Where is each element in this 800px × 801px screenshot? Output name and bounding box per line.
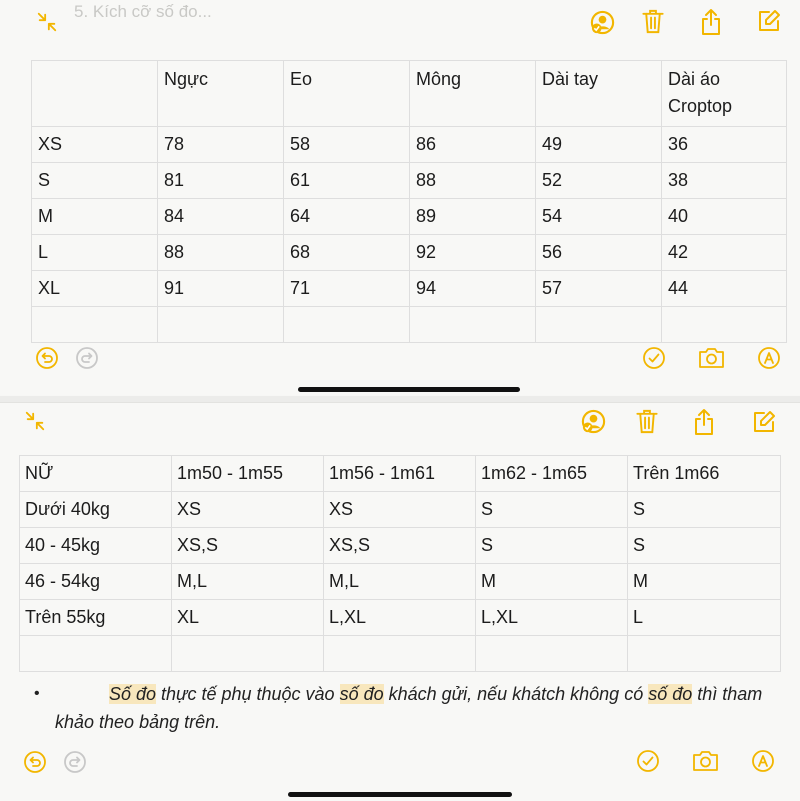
table-header-cell[interactable]: Ngực: [158, 61, 284, 127]
table-cell[interactable]: 58: [284, 127, 410, 163]
bullet-marker: •: [34, 685, 40, 702]
compose-icon[interactable]: [757, 9, 781, 33]
table-row: [20, 636, 781, 672]
table-cell[interactable]: [536, 307, 662, 343]
table-header-row: [20, 456, 781, 492]
table-cell[interactable]: M: [32, 199, 158, 235]
table-cell[interactable]: XL: [172, 600, 324, 636]
table-cell[interactable]: 44: [662, 271, 787, 307]
table-cell[interactable]: Trên 55kg: [20, 600, 172, 636]
table-cell[interactable]: [20, 636, 172, 672]
table-row: [32, 271, 787, 307]
table-cell[interactable]: XS: [172, 492, 324, 528]
table-cell[interactable]: XS,S: [324, 528, 476, 564]
women-size-table: [19, 455, 781, 672]
table-cell[interactable]: 56: [536, 235, 662, 271]
note-title-faded: 5. Kích cỡ số đo...: [74, 2, 212, 21]
table-cell[interactable]: 68: [284, 235, 410, 271]
table-cell[interactable]: 52: [536, 163, 662, 199]
trash-icon[interactable]: [641, 8, 665, 35]
table-row: [32, 163, 787, 199]
table-row: [20, 492, 781, 528]
table-cell[interactable]: XS,S: [172, 528, 324, 564]
table-header-cell[interactable]: Eo: [284, 61, 410, 127]
table-row: [20, 528, 781, 564]
table-cell[interactable]: 92: [410, 235, 536, 271]
table-cell[interactable]: XL: [32, 271, 158, 307]
note-text-segment: khách gửi, nếu khátch không có: [383, 684, 649, 704]
table-cell[interactable]: 40: [662, 199, 787, 235]
redo-icon[interactable]: [76, 347, 98, 369]
table-header-cell[interactable]: 1m50 - 1m55: [172, 456, 324, 492]
home-indicator[interactable]: [298, 387, 520, 392]
table-cell[interactable]: L,XL: [476, 600, 628, 636]
table-cell[interactable]: M: [628, 564, 781, 600]
table-cell[interactable]: 84: [158, 199, 284, 235]
table-cell[interactable]: M,L: [324, 564, 476, 600]
table-header-cell[interactable]: 1m56 - 1m61: [324, 456, 476, 492]
table-header-cell[interactable]: Dài tay: [536, 61, 662, 127]
table-header-cell[interactable]: Trên 1m66: [628, 456, 781, 492]
table-cell[interactable]: [158, 307, 284, 343]
table-row: [32, 235, 787, 271]
note-text-segment: thực tế phụ thuộc vào: [156, 684, 340, 704]
markup-icon[interactable]: [758, 347, 780, 369]
table-cell[interactable]: L: [32, 235, 158, 271]
home-indicator[interactable]: [288, 792, 512, 797]
table-cell[interactable]: 71: [284, 271, 410, 307]
table-cell[interactable]: [284, 307, 410, 343]
table-cell[interactable]: 89: [410, 199, 536, 235]
table-cell[interactable]: 61: [284, 163, 410, 199]
table-header-cell[interactable]: [32, 61, 158, 127]
redo-icon[interactable]: [64, 751, 86, 773]
table-cell[interactable]: 54: [536, 199, 662, 235]
camera-icon[interactable]: [698, 346, 725, 369]
table-row: [32, 307, 787, 343]
table-cell[interactable]: 40 - 45kg: [20, 528, 172, 564]
notes-panel-top: [0, 0, 800, 395]
table-row: [20, 564, 781, 600]
table-header-cell[interactable]: Mông: [410, 61, 536, 127]
share-person-icon[interactable]: [589, 9, 616, 36]
table-cell[interactable]: 38: [662, 163, 787, 199]
share-icon[interactable]: [700, 8, 722, 36]
table-cell[interactable]: 42: [662, 235, 787, 271]
table-cell[interactable]: 86: [410, 127, 536, 163]
table-cell[interactable]: [32, 307, 158, 343]
search-highlight: số đo: [339, 684, 384, 704]
compose-icon[interactable]: [752, 410, 776, 434]
table-cell[interactable]: M,L: [172, 564, 324, 600]
table-cell[interactable]: L: [628, 600, 781, 636]
table-cell[interactable]: 88: [158, 235, 284, 271]
search-highlight: số đo: [648, 684, 693, 704]
table-cell[interactable]: 94: [410, 271, 536, 307]
table-cell[interactable]: 46 - 54kg: [20, 564, 172, 600]
checklist-icon[interactable]: [637, 750, 659, 772]
table-cell[interactable]: S: [628, 492, 781, 528]
table-cell[interactable]: S: [628, 528, 781, 564]
table-cell[interactable]: [476, 636, 628, 672]
table-cell[interactable]: Dưới 40kg: [20, 492, 172, 528]
note-text-segment: thì tham khảo theo bảng trên.: [55, 684, 763, 732]
camera-icon[interactable]: [692, 749, 719, 772]
note-text: [55, 680, 795, 736]
table-cell[interactable]: 64: [284, 199, 410, 235]
share-icon[interactable]: [693, 408, 715, 436]
markup-icon[interactable]: [752, 750, 774, 772]
table-cell[interactable]: XS: [32, 127, 158, 163]
checklist-icon[interactable]: [643, 347, 665, 369]
table-cell[interactable]: [410, 307, 536, 343]
table-cell[interactable]: 78: [158, 127, 284, 163]
collapse-icon[interactable]: [24, 410, 46, 432]
table-cell[interactable]: 88: [410, 163, 536, 199]
table-header-row: [32, 61, 787, 127]
trash-icon[interactable]: [635, 408, 659, 435]
table-header-cell[interactable]: 1m62 - 1m65: [476, 456, 628, 492]
table-row: [32, 199, 787, 235]
table-header-cell[interactable]: NỮ: [20, 456, 172, 492]
table-cell[interactable]: 91: [158, 271, 284, 307]
table-cell[interactable]: 49: [536, 127, 662, 163]
table-cell[interactable]: [324, 636, 476, 672]
table-cell[interactable]: [172, 636, 324, 672]
size-measurement-table: [31, 60, 787, 343]
table-cell[interactable]: [662, 307, 787, 343]
table-cell[interactable]: [628, 636, 781, 672]
share-person-icon[interactable]: [580, 408, 607, 435]
table-cell[interactable]: 81: [158, 163, 284, 199]
table-cell[interactable]: L,XL: [324, 600, 476, 636]
undo-icon[interactable]: [36, 347, 58, 369]
table-cell[interactable]: S: [476, 492, 628, 528]
table-cell[interactable]: 36: [662, 127, 787, 163]
table-cell[interactable]: S: [32, 163, 158, 199]
undo-icon[interactable]: [24, 751, 46, 773]
search-highlight: Số đo: [109, 684, 157, 704]
table-cell[interactable]: M: [476, 564, 628, 600]
table-row: [20, 600, 781, 636]
table-cell[interactable]: XS: [324, 492, 476, 528]
table-cell[interactable]: S: [476, 528, 628, 564]
table-cell[interactable]: 57: [536, 271, 662, 307]
table-header-cell[interactable]: Dài áo Croptop: [662, 61, 787, 127]
collapse-icon[interactable]: [36, 11, 58, 33]
table-row: [32, 127, 787, 163]
